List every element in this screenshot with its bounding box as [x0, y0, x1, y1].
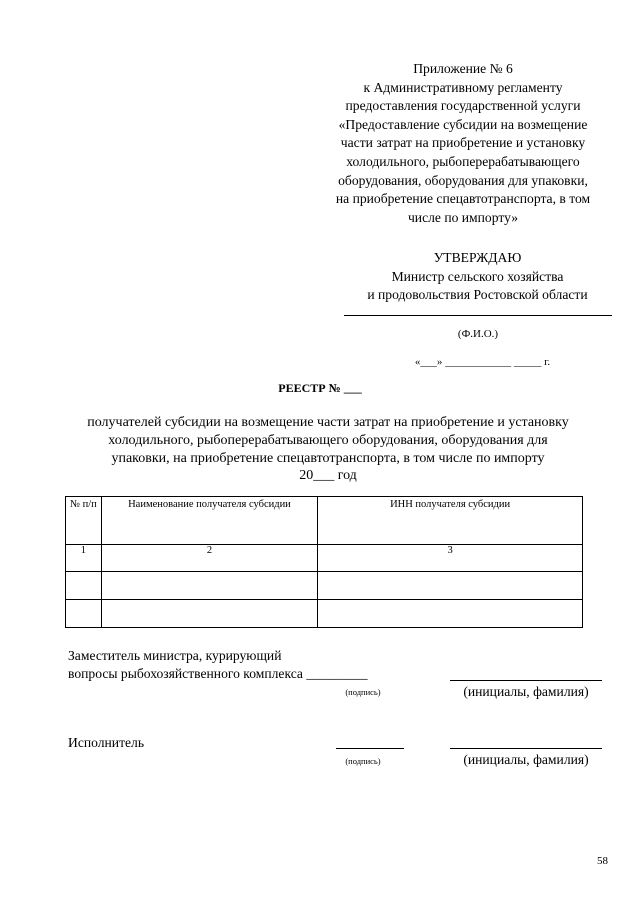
- table-cell: [101, 600, 317, 628]
- appendix-line: «Предоставление субсидии на возмещение: [338, 116, 588, 132]
- header-cell-name: Наименование получателя субсидии: [101, 497, 317, 545]
- approval-line: и продовольствия Ростовской области: [367, 287, 588, 302]
- deputy-title-line: вопросы рыбохозяйственного комплекса _________: [68, 666, 368, 681]
- table-header-row: [66, 497, 583, 545]
- appendix-line: части затрат на приобретение и установку: [340, 135, 586, 151]
- table-cell: [66, 572, 102, 600]
- table-cell: [318, 600, 583, 628]
- appendix-line: холодильного, рыбоперерабатывающего: [346, 153, 580, 169]
- executor-sign-blank: [336, 748, 404, 749]
- numbering-cell: 2: [101, 545, 317, 572]
- appendix-line: Приложение № 6: [413, 61, 513, 76]
- table-row: [66, 572, 583, 600]
- numbering-cell: 1: [66, 545, 102, 572]
- appendix-line: оборудования, оборудования для упаковки,: [338, 172, 588, 188]
- executor-name-caption: (инициалы, фамилия): [463, 752, 589, 767]
- table-cell: [318, 572, 583, 600]
- executor-label: Исполнитель: [68, 735, 145, 750]
- table-cell: [101, 572, 317, 600]
- approval-date: «___» ____________ _____ г.: [414, 356, 551, 368]
- appendix-line: числе по импорту»: [407, 209, 519, 225]
- executor-sign-caption: (подпись): [345, 756, 381, 766]
- deputy-title-line: Заместитель министра, курирующий: [68, 648, 282, 663]
- approval-block: [340, 249, 615, 305]
- executor-name-blank: [450, 748, 602, 749]
- approval-fio-caption: (Ф.И.О.): [457, 328, 499, 340]
- approval-signature-line: [344, 315, 612, 316]
- table-cell: [66, 600, 102, 628]
- approval-heading: УТВЕРЖДАЮ: [433, 250, 522, 265]
- appendix-line: на приобретение спецавтотранспорта, в том: [335, 191, 591, 207]
- numbering-cell: 3: [318, 545, 583, 572]
- register-title: РЕЕСТР № ___: [278, 381, 362, 395]
- table-numbering-row: [66, 545, 583, 572]
- subtitle-line: получателей субсидии на возмещение части затрат на приобретение и установку: [87, 415, 569, 430]
- deputy-name-blank: [450, 680, 602, 681]
- subtitle-line: холодильного, рыбоперерабатывающего оборудования, оборудования для: [108, 432, 548, 448]
- approval-line: Министр сельского хозяйства: [391, 268, 564, 284]
- subtitle-line: 20___ год: [299, 468, 357, 484]
- header-cell-number: № п/п: [66, 497, 102, 545]
- appendix-line: к Административному регламенту: [363, 79, 563, 95]
- register-table: [65, 496, 583, 628]
- table-row: [66, 600, 583, 628]
- register-subtitle: [70, 414, 586, 485]
- deputy-name-caption: (инициалы, фамилия): [463, 684, 589, 699]
- appendix-block: [318, 60, 608, 227]
- header-cell-inn: ИНН получателя субсидии: [318, 497, 583, 545]
- appendix-line: предоставления государственной услуги: [345, 98, 581, 114]
- page-number: 58: [597, 855, 608, 867]
- deputy-sign-caption: (подпись): [345, 687, 381, 697]
- subtitle-line: упаковки, на приобретение спецавтотранспорта, в том числе по импорту: [111, 450, 545, 466]
